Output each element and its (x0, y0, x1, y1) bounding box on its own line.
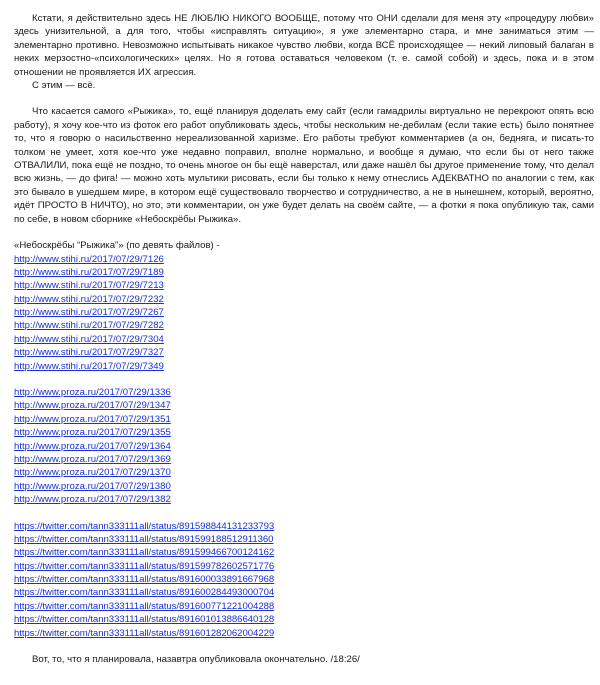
stihi-item (14, 279, 594, 292)
twitter-item (14, 573, 594, 586)
twitter-link-list (14, 520, 594, 641)
paragraph-love: Кстати, я действительно здесь НЕ ЛЮБЛЮ НИКОГО ВООБЩЕ, потому что ОНИ сделали для меня эту «процедуру любви» здесь унизительной, а для того, чтобы «исправлять ситуацию», я уже элементарно стара, и мне заниматься этим — элементарно противно. Невозможно испытывать никакое чувство любви, когда ВСЁ происходящее — некий липовый балаган в неких мерзостно-«психологических» целях. Но я готова оставаться человеком (т. е. самой собой) и здесь, пока и в этом отношении не проявляется ИХ агрессия. (14, 13, 594, 78)
proza-item (14, 440, 594, 453)
stihi-link[interactable]: http://www.stihi.ru/2017/07/29/7126 (14, 253, 164, 265)
stihi-link[interactable]: http://www.stihi.ru/2017/07/29/7327 (14, 347, 164, 359)
twitter-link[interactable]: https://twitter.com/tann333111all/status/891601013886640128 (14, 614, 275, 626)
proza-link[interactable]: http://www.proza.ru/2017/07/29/1369 (14, 453, 171, 465)
twitter-item (14, 520, 594, 533)
proza-item (14, 399, 594, 412)
stihi-item (14, 253, 594, 266)
proza-item (14, 493, 594, 506)
twitter-item (14, 613, 594, 626)
closing-note: Вот, то, что я планировала, назавтра опубликовала окончательно. /18:26/ (32, 654, 360, 666)
twitter-link[interactable]: https://twitter.com/tann333111all/status/891600771221004288 (14, 600, 275, 612)
stihi-item (14, 333, 594, 346)
stihi-item (14, 346, 594, 359)
stihi-item (14, 293, 594, 306)
paragraph-ryzhik: Что касается самого «Рыжика», то, ещё планируя доделать ему сайт (если гамадрилы виртуально не перекроют опять всю работу), я хочу кое-что из фоток его работ опубликовать здесь, чтобы нескольким не-дебилам (если такие есть) было понятнее то, что я говорю о насильственно нереализованной харизме. Его работы требуют комментариев (а он, бедняга, и писать-то толком не умеет, хотя кое-что уже недавно поправил, вполне нормально, и вообще я думаю, что если бы от него также ОТВАЛИЛИ, пока ещё не поздно, то очень многое он бы ещё наверстал, или даже нашёл бы другое применение тому, что делал всю жизнь, — до фига! — можно хоть мультики рисовать, если бы только к нему отнеслись АДЕКВАТНО по аналогии с тем, как это бывало в ушедшем мире, в котором ещё существовало творчество и сотрудничество, а не в нынешнем, который, вероятно, идёт ПРОСТО В НИЧТО), но это, эти комментарии, он уже будет делать на своём сайте, — а фотки я пока опубликую так, сами по себе, в новом сборнике «Небоскрёбы Рыжика». (14, 106, 594, 225)
spacer (14, 507, 594, 520)
proza-link[interactable]: http://www.proza.ru/2017/07/29/1382 (14, 494, 171, 506)
twitter-link[interactable]: https://twitter.com/tann333111all/status/891599782602571776 (14, 560, 275, 572)
proza-item (14, 386, 594, 399)
stihi-link[interactable]: http://www.stihi.ru/2017/07/29/7267 (14, 307, 164, 319)
twitter-item (14, 600, 594, 613)
proza-item (14, 413, 594, 426)
twitter-item (14, 533, 594, 546)
stihi-item (14, 266, 594, 279)
proza-link[interactable]: http://www.proza.ru/2017/07/29/1347 (14, 400, 171, 412)
twitter-link[interactable]: https://twitter.com/tann333111all/status/891600284493000704 (14, 587, 275, 599)
stihi-link[interactable]: http://www.stihi.ru/2017/07/29/7304 (14, 333, 164, 345)
proza-item (14, 480, 594, 493)
twitter-item (14, 546, 594, 559)
paragraph-that-is-all: С этим — всё. (32, 80, 96, 92)
stihi-item (14, 306, 594, 319)
collection-title: «Небоскрёбы “Рыжика”» (по девять файлов) - (14, 240, 220, 252)
twitter-link[interactable]: https://twitter.com/tann333111all/status/891601282062004229 (14, 627, 275, 639)
stihi-link[interactable]: http://www.stihi.ru/2017/07/29/7213 (14, 280, 164, 292)
proza-item (14, 466, 594, 479)
proza-link[interactable]: http://www.proza.ru/2017/07/29/1351 (14, 413, 171, 425)
twitter-link[interactable]: https://twitter.com/tann333111all/status/891599188512911360 (14, 533, 274, 545)
twitter-item (14, 586, 594, 599)
stihi-link[interactable]: http://www.stihi.ru/2017/07/29/7232 (14, 293, 164, 305)
proza-link[interactable]: http://www.proza.ru/2017/07/29/1364 (14, 440, 171, 452)
twitter-link[interactable]: https://twitter.com/tann333111all/status/891598844131233793 (14, 520, 275, 532)
proza-link[interactable]: http://www.proza.ru/2017/07/29/1380 (14, 480, 171, 492)
stihi-item (14, 319, 594, 332)
twitter-item (14, 627, 594, 640)
spacer (14, 373, 594, 386)
proza-link[interactable]: http://www.proza.ru/2017/07/29/1336 (14, 387, 171, 399)
proza-link[interactable]: http://www.proza.ru/2017/07/29/1355 (14, 427, 171, 439)
stihi-item (14, 360, 594, 373)
twitter-link[interactable]: https://twitter.com/tann333111all/status/891600033891667968 (14, 574, 275, 586)
twitter-link[interactable]: https://twitter.com/tann333111all/status/891599466700124162 (14, 547, 275, 559)
proza-item (14, 426, 594, 439)
proza-link-list (14, 386, 594, 507)
proza-item (14, 453, 594, 466)
stihi-link[interactable]: http://www.stihi.ru/2017/07/29/7189 (14, 266, 164, 278)
stihi-link[interactable]: http://www.stihi.ru/2017/07/29/7349 (14, 360, 164, 372)
stihi-link-list (14, 253, 594, 374)
stihi-link[interactable]: http://www.stihi.ru/2017/07/29/7282 (14, 320, 164, 332)
proza-link[interactable]: http://www.proza.ru/2017/07/29/1370 (14, 467, 171, 479)
twitter-item (14, 560, 594, 573)
